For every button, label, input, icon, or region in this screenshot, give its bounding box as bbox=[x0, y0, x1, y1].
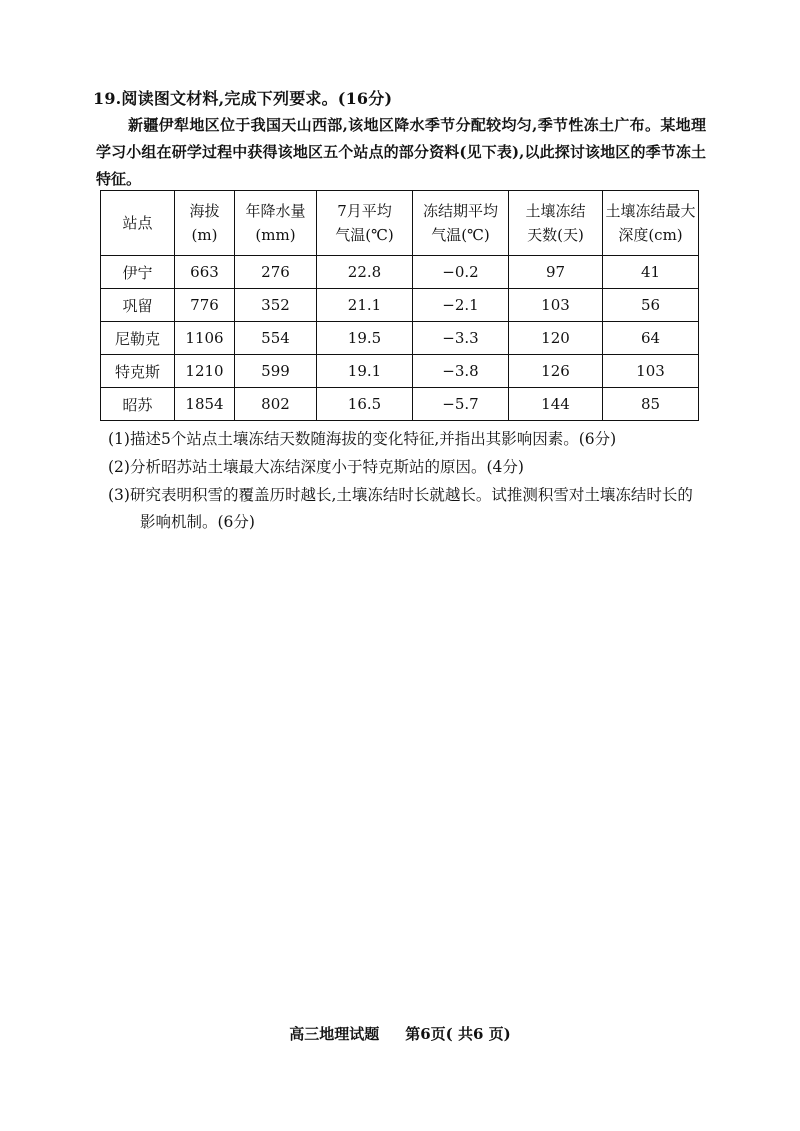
sub-question-1: (1)描述5个站点土壤冻结天数随海拔的变化特征,并指出其影响因素。(6分) bbox=[108, 430, 617, 448]
freezing-temp-value: −3.3 bbox=[413, 322, 509, 355]
header-freezing-period-temperature: 冻结期平均 气温(℃) bbox=[413, 191, 509, 256]
header-altitude: 海拔 (m) bbox=[175, 191, 235, 256]
header-frozen-days: 土壤冻结 天数(天) bbox=[509, 191, 603, 256]
station-name: 昭苏 bbox=[101, 388, 175, 421]
frozen-days-value: 144 bbox=[509, 388, 603, 421]
header-max-frozen-depth: 土壤冻结最大 深度(cm) bbox=[603, 191, 699, 256]
max-depth-value: 103 bbox=[603, 355, 699, 388]
precipitation-value: 599 bbox=[235, 355, 317, 388]
table-row bbox=[101, 256, 699, 289]
altitude-value: 1854 bbox=[175, 388, 235, 421]
precipitation-value: 352 bbox=[235, 289, 317, 322]
station-name: 伊宁 bbox=[101, 256, 175, 289]
altitude-value: 776 bbox=[175, 289, 235, 322]
page-footer bbox=[0, 1023, 800, 1044]
header-annual-precipitation: 年降水量 (mm) bbox=[235, 191, 317, 256]
july-temp-value: 16.5 bbox=[317, 388, 413, 421]
freezing-temp-value: −0.2 bbox=[413, 256, 509, 289]
question-heading: 19.阅读图文材料,完成下列要求。(16分) bbox=[93, 89, 393, 108]
sub-question-2: (2)分析昭苏站土壤最大冻结深度小于特克斯站的原因。(4分) bbox=[108, 458, 524, 476]
question-intro: 新疆伊犁地区位于我国天山西部,该地区降水季节分配较均匀,季节性冻土广布。某地理学习小组在研学过程中获得该地区五个站点的部分资料(见下表),以此探讨该地区的季节冻土特征。 bbox=[96, 116, 706, 188]
freezing-temp-value: −3.8 bbox=[413, 355, 509, 388]
table-header-row bbox=[101, 191, 699, 256]
table-row bbox=[101, 289, 699, 322]
altitude-value: 1106 bbox=[175, 322, 235, 355]
max-depth-value: 41 bbox=[603, 256, 699, 289]
frozen-days-value: 103 bbox=[509, 289, 603, 322]
header-station: 站点 bbox=[101, 191, 175, 256]
max-depth-value: 64 bbox=[603, 322, 699, 355]
station-name: 巩留 bbox=[101, 289, 175, 322]
max-depth-value: 85 bbox=[603, 388, 699, 421]
frozen-days-value: 120 bbox=[509, 322, 603, 355]
frozen-days-value: 97 bbox=[509, 256, 603, 289]
precipitation-value: 276 bbox=[235, 256, 317, 289]
precipitation-value: 554 bbox=[235, 322, 317, 355]
station-name: 特克斯 bbox=[101, 355, 175, 388]
altitude-value: 1210 bbox=[175, 355, 235, 388]
july-temp-value: 19.5 bbox=[317, 322, 413, 355]
july-temp-value: 22.8 bbox=[317, 256, 413, 289]
precipitation-value: 802 bbox=[235, 388, 317, 421]
freezing-temp-value: −5.7 bbox=[413, 388, 509, 421]
station-name: 尼勒克 bbox=[101, 322, 175, 355]
frozen-days-value: 126 bbox=[509, 355, 603, 388]
footer-subject: 高三地理试题 bbox=[289, 1025, 380, 1043]
freezing-temp-value: −2.1 bbox=[413, 289, 509, 322]
sub-question-list bbox=[108, 426, 698, 537]
table-row bbox=[101, 388, 699, 421]
altitude-value: 663 bbox=[175, 256, 235, 289]
max-depth-value: 56 bbox=[603, 289, 699, 322]
header-july-temperature: 7月平均 气温(℃) bbox=[317, 191, 413, 256]
table-row bbox=[101, 322, 699, 355]
station-data-table bbox=[100, 190, 699, 421]
table-row bbox=[101, 355, 699, 388]
july-temp-value: 21.1 bbox=[317, 289, 413, 322]
footer-page-number: 第6页( 共6 页) bbox=[405, 1025, 511, 1043]
july-temp-value: 19.1 bbox=[317, 355, 413, 388]
sub-question-3: (3)研究表明积雪的覆盖历时越长,土壤冻结时长就越长。试推测积雪对土壤冻结时长的影响机制。(6分) bbox=[108, 486, 693, 531]
